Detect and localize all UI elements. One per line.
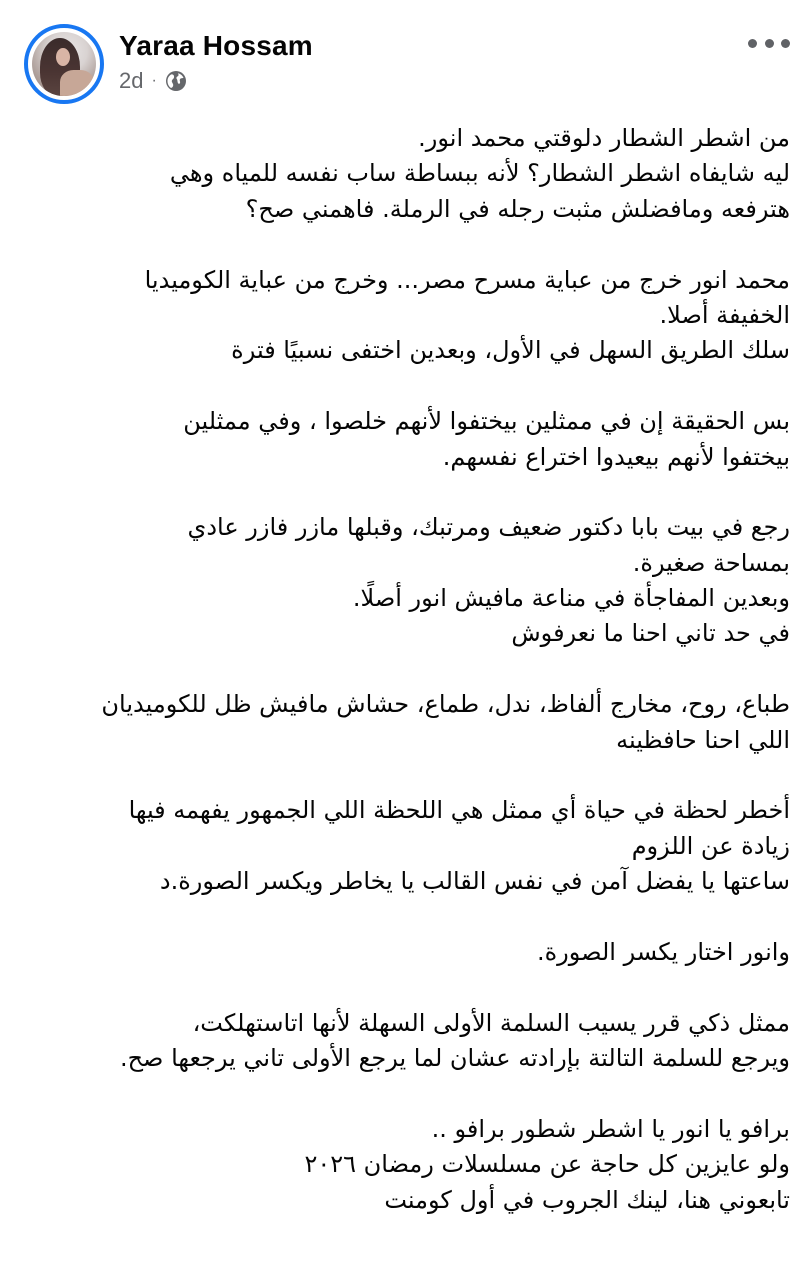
paragraph-gap <box>10 652 790 687</box>
post-text-line: تابعوني هنا، لينك الجروب في أول كومنت <box>384 1185 790 1214</box>
paragraph-gap <box>10 970 790 1005</box>
post-text-line: ليه شايفاه اشطر الشطار؟ لأنه ببساطة ساب نفسه للمياه وهي <box>169 159 790 188</box>
post-text <box>10 121 790 1218</box>
paragraph-gap <box>10 369 790 404</box>
meta-separator: · <box>151 72 157 89</box>
post-text-line: رجع في بيت بابا دكتور ضعيف ومرتبك، وقبلها مازر فازر عادي <box>187 513 790 542</box>
post-text-line: بمساحة صغيرة. <box>632 548 790 577</box>
post-text-line: بيختفوا لأنهم بيعيدوا اختراع نفسهم. <box>442 442 790 471</box>
post-text-line: هترفعه ومافضلش مثبت رجله في الرملة. فاهمني صح؟ <box>245 194 790 223</box>
more-horizontal-icon <box>748 39 757 48</box>
post-header <box>0 0 812 110</box>
more-options-button[interactable] <box>748 32 790 54</box>
post-text-line: وانور اختار يكسر الصورة. <box>536 937 790 966</box>
post-text-line: طباع، روح، مخارج ألفاظ، ندل، طماع، حشاش مافيش ظل للكوميديان <box>101 690 790 719</box>
paragraph-gap <box>10 227 790 262</box>
avatar[interactable] <box>32 32 96 96</box>
post-text-line: سلك الطريق السهل في الأول، وبعدين اختفى نسبيًا فترة <box>231 336 790 365</box>
post-text-line: الخفيفة أصلا. <box>659 300 790 329</box>
author-name-link[interactable]: Yaraa Hossam <box>119 30 313 61</box>
post-meta <box>119 68 187 94</box>
more-horizontal-icon-dot <box>781 39 790 48</box>
post-text-line: ممثل ذكي قرر يسيب السلمة الأولى السهلة لأنها اتاستهلكت، <box>192 1008 790 1037</box>
paragraph-gap <box>10 758 790 793</box>
post-text-line: أخطر لحظة في حياة أي ممثل هي اللحظة اللي الجمهور يفهمه فيها <box>128 796 790 825</box>
post-text-line: وبعدين المفاجأة في مناعة مافيش انور أصلًا. <box>352 584 790 613</box>
more-horizontal-icon-dot <box>765 39 774 48</box>
post-timestamp[interactable]: 2d <box>119 68 144 93</box>
post-text-line: بس الحقيقة إن في ممثلين بيختفوا لأنهم خلصوا ، وفي ممثلين <box>183 407 790 436</box>
post-text-line: محمد انور خرج من عباية مسرح مصر... وخرج من عباية الكوميديا <box>144 265 790 294</box>
post-text-line: في حد تاني احنا ما نعرفوش <box>511 619 790 648</box>
post-text-line: ولو عايزين كل حاجة عن مسلسلات رمضان ٢٠٢٦ <box>304 1150 790 1179</box>
avatar-face-shape <box>56 48 70 66</box>
avatar-story-ring[interactable] <box>24 24 104 104</box>
post-text-line: اللي احنا حافظينه <box>616 725 790 754</box>
paragraph-gap <box>10 900 790 935</box>
post-text-line: ويرجع للسلمة التالتة بإرادته عشان لما يرجع الأولى تاني يرجعها صح. <box>119 1044 790 1073</box>
post-text-line: زيادة عن اللزوم <box>631 831 790 860</box>
avatar-coat-shape <box>60 70 94 96</box>
globe-icon[interactable] <box>165 70 187 92</box>
paragraph-gap <box>10 475 790 510</box>
post-text-line: ساعتها يا يفضل آمن في نفس القالب يا يخاطر ويكسر الصورة.د <box>159 867 790 896</box>
post-text-line: برافو يا انور يا اشطر شطور برافو .. <box>431 1114 790 1143</box>
post-text-line: من اشطر الشطار دلوقتي محمد انور. <box>418 124 790 152</box>
paragraph-gap <box>10 1077 790 1112</box>
